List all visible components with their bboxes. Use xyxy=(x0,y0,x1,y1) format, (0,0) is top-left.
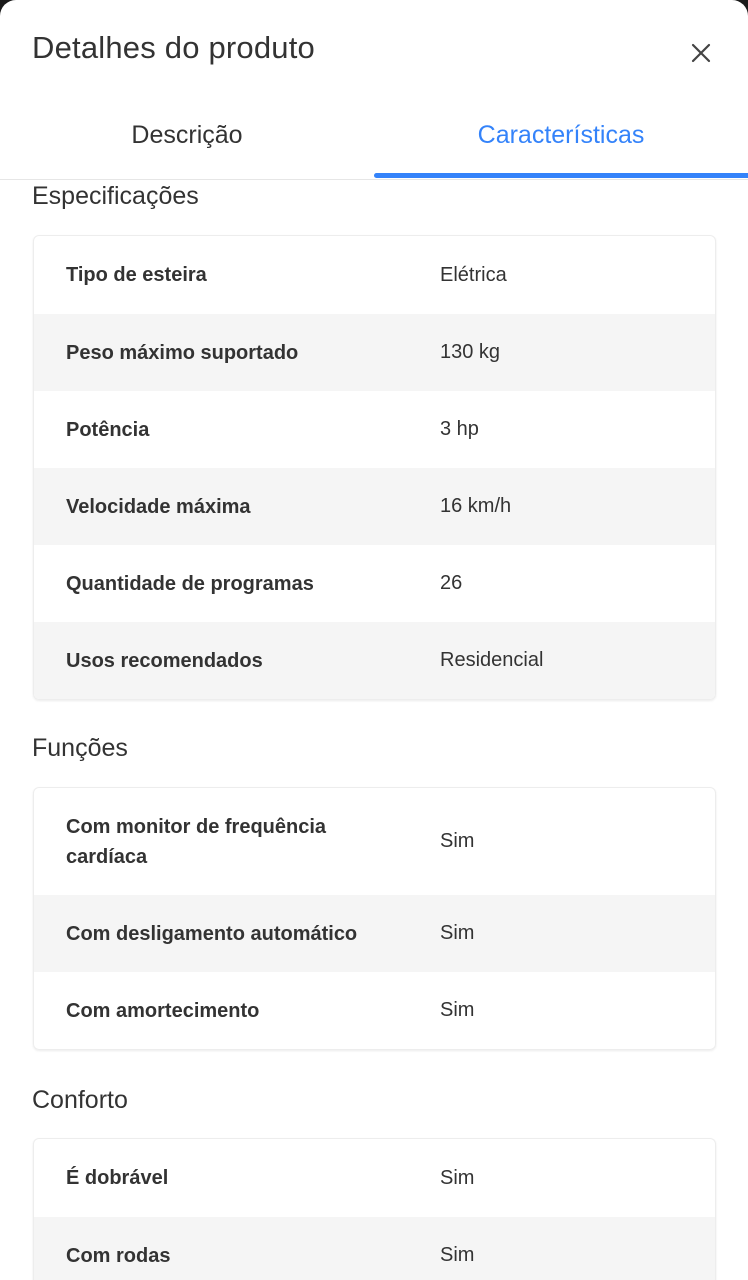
functions-table xyxy=(33,787,716,1050)
row-value: Sim xyxy=(440,830,475,852)
table-row xyxy=(34,972,715,1049)
table-row xyxy=(34,895,715,972)
table-row xyxy=(34,1217,715,1280)
table-row xyxy=(34,1139,715,1217)
row-value: Sim xyxy=(440,1244,475,1266)
table-row xyxy=(34,545,715,622)
table-row xyxy=(34,314,715,391)
row-key: Com desligamento automático xyxy=(66,922,358,945)
row-key: Com monitor de frequência cardíaca xyxy=(66,815,327,868)
page-title: Detalhes do produto xyxy=(32,30,315,65)
row-key: Quantidade de programas xyxy=(66,572,314,595)
tab-caracteristicas[interactable]: Características xyxy=(477,121,645,149)
comfort-table xyxy=(33,1138,716,1280)
row-value: 130 kg xyxy=(440,341,501,363)
table-row xyxy=(34,391,715,468)
active-tab-indicator xyxy=(374,173,748,178)
specs-table xyxy=(33,235,716,700)
tab-descricao[interactable]: Descrição xyxy=(131,121,243,149)
row-key: Velocidade máxima xyxy=(66,495,251,518)
row-key: É dobrável xyxy=(66,1167,169,1189)
row-value: 26 xyxy=(440,572,463,594)
sheet-header xyxy=(0,0,748,100)
section-title-conforto: Conforto xyxy=(32,1086,128,1114)
row-value: Elétrica xyxy=(440,263,507,286)
tab-bar xyxy=(0,100,748,180)
row-value: 16 km/h xyxy=(440,495,512,517)
close-icon xyxy=(684,36,718,70)
row-value: Residencial xyxy=(440,649,544,671)
section-title-especificacoes: Especificações xyxy=(32,182,199,210)
row-key: Usos recomendados xyxy=(66,649,263,672)
row-value: Sim xyxy=(440,999,475,1021)
table-row xyxy=(34,622,715,699)
row-key: Peso máximo suportado xyxy=(66,341,299,364)
close-button[interactable] xyxy=(684,36,718,70)
table-row xyxy=(34,236,715,314)
table-row xyxy=(34,788,715,895)
row-value: Sim xyxy=(440,922,475,944)
section-title-funcoes: Funções xyxy=(32,734,128,762)
row-key: Com rodas xyxy=(66,1244,171,1267)
row-value: Sim xyxy=(440,1166,475,1189)
row-key: Potência xyxy=(66,418,150,441)
row-value: 3 hp xyxy=(440,418,479,440)
row-key: Com amortecimento xyxy=(66,999,260,1022)
row-key: Tipo de esteira xyxy=(66,264,207,286)
table-row xyxy=(34,468,715,545)
